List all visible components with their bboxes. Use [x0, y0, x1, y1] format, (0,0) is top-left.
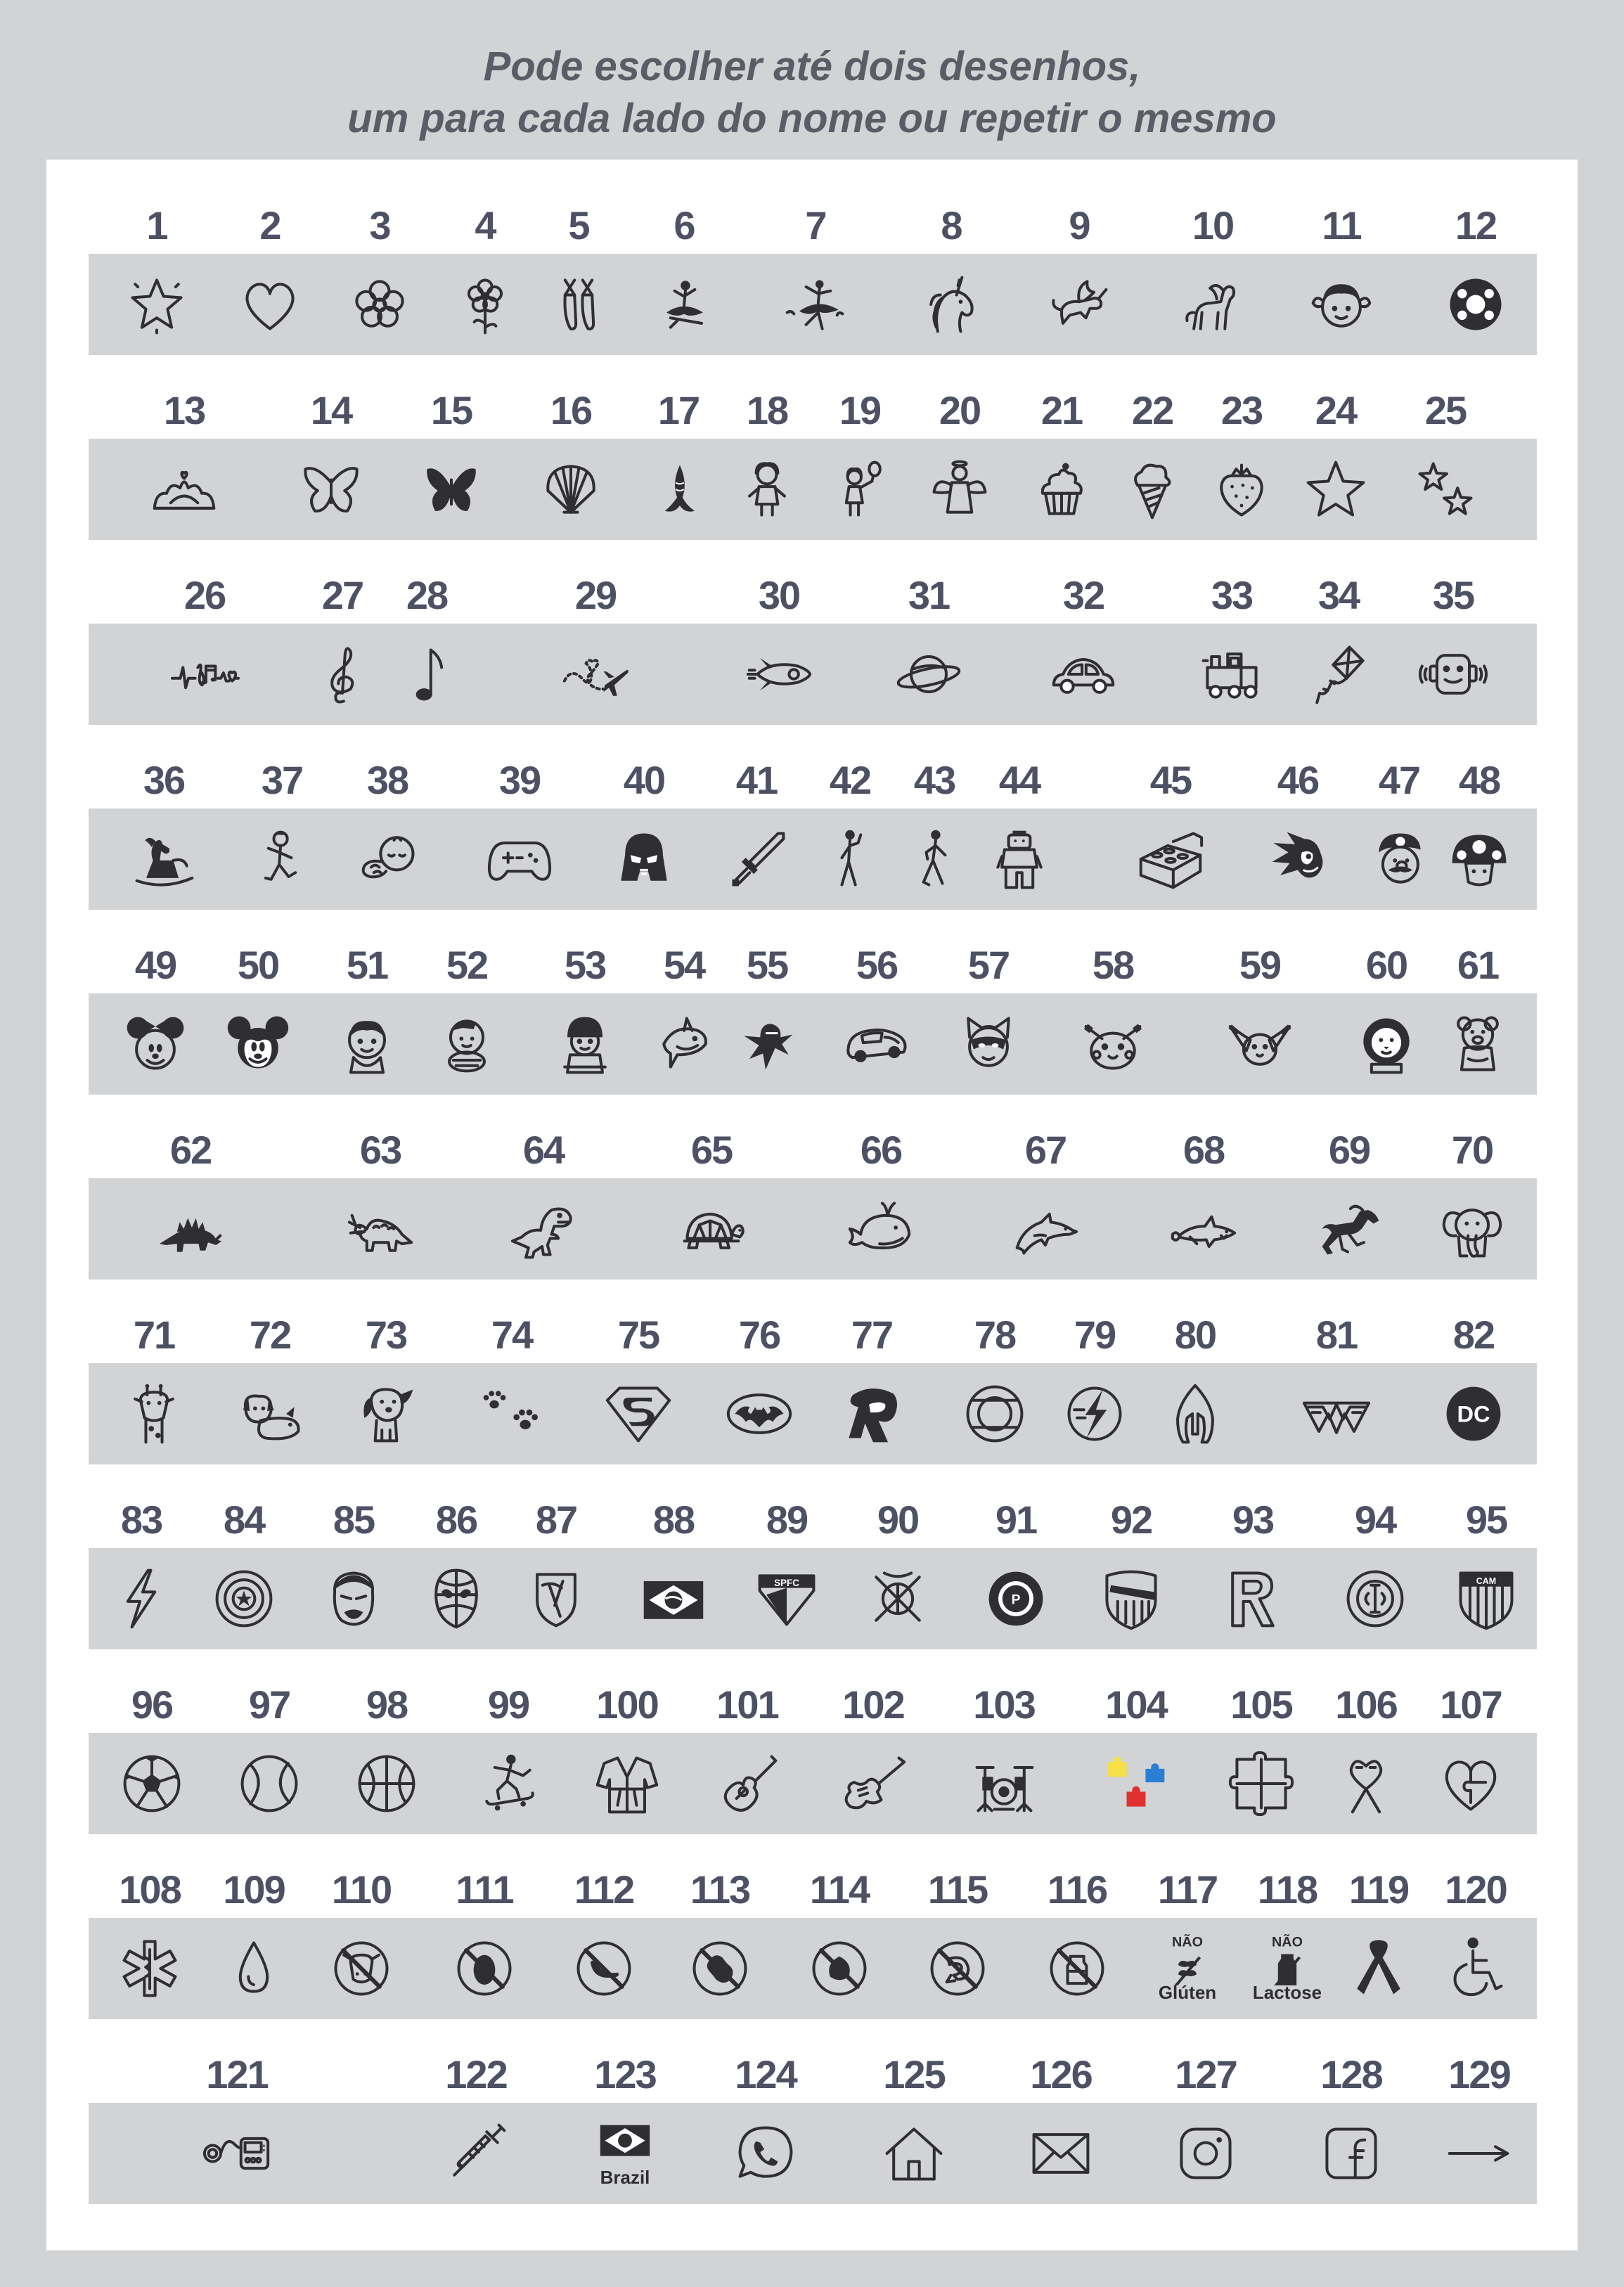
kimono-icon [588, 1736, 666, 1831]
option-number: 15 [430, 388, 472, 432]
ladybug-ball-icon [1437, 257, 1514, 352]
heading-line-2: um para cada lado do nome ou repetir o mesmo [347, 96, 1277, 141]
option-number: 27 [321, 573, 363, 617]
icon-top-text: NÃO [1272, 1934, 1303, 1950]
option-number: 68 [1182, 1128, 1225, 1172]
option-number: 129 [1448, 2052, 1510, 2096]
option-number: 31 [908, 573, 950, 617]
turtle-icon [645, 1181, 778, 1277]
puppies-icon [231, 1366, 309, 1462]
dog-icon [347, 1366, 425, 1462]
option-number: 92 [1110, 1497, 1152, 1542]
option-number: 9 [1069, 203, 1090, 247]
icon-caption: Brazil [600, 2167, 650, 2188]
pixel-sword-icon [718, 811, 795, 907]
option-number: 32 [1062, 573, 1104, 617]
corinthians-crest-icon [859, 1551, 936, 1647]
lego-minifigure-icon [981, 811, 1058, 907]
option-number: 112 [574, 1867, 634, 1912]
girl-face-icon [1303, 257, 1380, 352]
sparkle-star-icon [118, 257, 195, 352]
icon-caption: Glúten [1158, 1982, 1217, 2003]
vasco-crest-icon [517, 1551, 595, 1647]
page-heading [0, 41, 1624, 145]
boy-running-icon [243, 811, 321, 907]
no-peanut-icon [681, 1921, 759, 2016]
giraffe-icon [115, 1366, 193, 1462]
icon-row [46, 1846, 1578, 2030]
drum-kit-icon [965, 1736, 1043, 1831]
ninja-icon [728, 996, 806, 1092]
option-number: 16 [550, 388, 592, 432]
option-number: 115 [927, 1867, 988, 1912]
heading-line-1: Pode escolher até dois desenhos, [483, 44, 1141, 89]
catboy-icon [950, 996, 1027, 1092]
stegosaurus-icon [117, 1181, 264, 1277]
shark-icon [1137, 1181, 1270, 1277]
icon-row [46, 182, 1578, 366]
mickey-icon [219, 996, 297, 1092]
option-number: 28 [406, 573, 448, 617]
sleeping-baby-icon [349, 811, 426, 907]
option-number: 36 [143, 758, 185, 802]
icon-row [46, 922, 1578, 1106]
option-number: 80 [1174, 1313, 1216, 1357]
syringe-icon [437, 2106, 515, 2201]
batman-logo-icon [721, 1366, 798, 1462]
option-number: 89 [766, 1497, 808, 1542]
palmeiras-crest-icon [977, 1551, 1055, 1647]
butterfly-filled-icon [413, 442, 490, 537]
dancer-figure-icon [811, 811, 889, 907]
no-cow-icon [323, 1921, 400, 2016]
option-number: 43 [913, 758, 955, 802]
option-number: 41 [735, 758, 778, 802]
option-number: 116 [1047, 1867, 1107, 1912]
option-number: 123 [594, 2052, 656, 2096]
option-number: 29 [574, 573, 617, 617]
option-number: 45 [1149, 758, 1192, 802]
option-number: 49 [134, 943, 176, 987]
train-icon [1186, 626, 1277, 722]
unicorn-head-icon [913, 257, 990, 352]
flash-logo-icon [1056, 1366, 1133, 1462]
envelope-icon [1022, 2106, 1100, 2201]
girl-balloon-icon [821, 442, 898, 537]
svg-text:DC: DC [1457, 1400, 1490, 1427]
option-number: 54 [663, 943, 705, 987]
option-number: 51 [346, 943, 388, 987]
icon-row [46, 1107, 1578, 1291]
option-number: 62 [169, 1128, 212, 1172]
electric-guitar-icon [834, 1736, 912, 1831]
dolphin-icon [993, 1181, 1098, 1277]
option-number: 95 [1465, 1497, 1507, 1542]
green-lantern-icon [956, 1366, 1033, 1462]
tiara-icon [121, 442, 247, 537]
rocket-icon [723, 626, 835, 722]
option-number: 56 [856, 943, 898, 987]
no-gluten-icon [1149, 1921, 1226, 2016]
music-heartbeat-icon [110, 626, 299, 722]
option-number: 21 [1040, 388, 1083, 432]
no-nuts-icon [801, 1921, 878, 2016]
option-number: 106 [1335, 1682, 1397, 1727]
no-milk-icon [1038, 1921, 1116, 2016]
option-number: 18 [746, 388, 788, 432]
option-number: 17 [657, 388, 700, 432]
lion-icon [1348, 996, 1425, 1092]
option-number: 66 [860, 1128, 902, 1172]
option-number: 101 [716, 1682, 778, 1727]
option-number: 96 [131, 1682, 173, 1727]
option-number: 86 [435, 1497, 477, 1542]
option-number: 110 [331, 1867, 392, 1912]
atletico-crest-icon [1448, 1551, 1525, 1647]
brazil-flag-icon [635, 1551, 712, 1647]
option-number: 5 [568, 203, 589, 247]
blood-drop-icon [215, 1921, 292, 2016]
flower-stem-icon [446, 257, 524, 352]
awareness-ribbon-icon [1340, 1921, 1417, 2016]
option-number: 124 [735, 2052, 797, 2096]
option-number: 91 [995, 1497, 1037, 1542]
soccer-ball-icon [113, 1736, 191, 1831]
icon-row [46, 1661, 1578, 1845]
elephant-icon [1433, 1181, 1511, 1277]
option-number: 60 [1365, 943, 1407, 987]
option-number: 8 [941, 203, 962, 247]
aquaman-logo-icon [1156, 1366, 1234, 1462]
option-number: 61 [1457, 943, 1499, 987]
option-number: 42 [829, 758, 871, 802]
option-number: 88 [652, 1497, 695, 1542]
mario-icon [1360, 811, 1438, 907]
option-number: 117 [1157, 1867, 1218, 1912]
option-number: 22 [1131, 388, 1173, 432]
cupcake-icon [1023, 442, 1100, 537]
robot-head-icon [1414, 626, 1492, 722]
option-number: 2 [259, 203, 281, 247]
house-icon [875, 2106, 953, 2201]
whatsapp-icon [727, 2106, 804, 2201]
icon-row [46, 737, 1578, 921]
santos-crest-icon [1093, 1551, 1170, 1647]
robin-logo-icon [833, 1366, 910, 1462]
hulk-icon [315, 1551, 392, 1647]
option-number: 39 [498, 758, 541, 802]
option-number: 33 [1211, 573, 1253, 617]
option-number: 87 [535, 1497, 577, 1542]
planet-icon [876, 626, 981, 722]
icon-row [46, 1476, 1578, 1661]
option-number: 48 [1458, 758, 1500, 802]
option-number: 90 [877, 1497, 919, 1542]
tennis-ball-icon [231, 1736, 308, 1831]
option-number: 98 [366, 1682, 408, 1727]
option-number: 93 [1232, 1497, 1274, 1542]
two-stars-icon [1407, 442, 1484, 537]
ice-cream-cone-icon [1114, 442, 1191, 537]
kite-icon [1300, 626, 1377, 722]
option-number: 76 [738, 1313, 780, 1357]
svg-text:SPFC: SPFC [774, 1577, 799, 1588]
option-number: 127 [1175, 2052, 1237, 2096]
option-number: 128 [1320, 2052, 1382, 2096]
icon-row [46, 1291, 1578, 1476]
star-outline-icon [1297, 442, 1374, 537]
acoustic-guitar-icon [709, 1736, 786, 1831]
flower-outline-icon [341, 257, 418, 352]
option-number: 46 [1277, 758, 1319, 802]
option-number: 6 [674, 203, 695, 247]
option-number: 121 [206, 2052, 268, 2096]
horse-icon [1310, 1181, 1388, 1277]
option-number: 85 [333, 1497, 375, 1542]
option-number: 83 [120, 1497, 162, 1542]
option-number: 38 [366, 758, 408, 802]
internacional-crest-icon [1336, 1551, 1414, 1647]
seashell-icon [532, 442, 610, 537]
no-shrimp-icon [919, 1921, 996, 2016]
option-number: 120 [1445, 1867, 1507, 1912]
option-number: 82 [1452, 1313, 1495, 1357]
no-banana-icon [565, 1921, 643, 2016]
sonic-icon [1259, 811, 1336, 907]
mermaid-tail-icon [640, 442, 717, 537]
option-number: 113 [690, 1867, 750, 1912]
darth-vader-icon [605, 811, 683, 907]
option-number: 1 [146, 203, 167, 247]
arrow-right-icon [1441, 2106, 1518, 2201]
option-number: 74 [491, 1313, 533, 1357]
icon-caption: Lactose [1252, 1982, 1322, 2003]
option-number: 122 [445, 2052, 507, 2096]
option-number: 114 [809, 1867, 870, 1912]
option-number: 47 [1378, 758, 1420, 802]
option-number: 58 [1092, 943, 1134, 987]
option-number: 23 [1220, 388, 1263, 432]
instagram-icon [1167, 2106, 1244, 2201]
option-number: 109 [223, 1867, 285, 1912]
option-number: 14 [310, 388, 352, 432]
skateboarder-icon [470, 1736, 547, 1831]
teddy-bear-icon [1439, 996, 1516, 1092]
t-rex-icon [484, 1181, 603, 1277]
option-number: 37 [261, 758, 303, 802]
icon-row [46, 367, 1578, 551]
option-number: 40 [623, 758, 665, 802]
icon-row [46, 2031, 1578, 2215]
minnie-icon [117, 996, 194, 1092]
option-number: 97 [248, 1682, 290, 1727]
option-number: 118 [1257, 1867, 1317, 1912]
option-number: 20 [939, 388, 981, 432]
game-controller-icon [481, 811, 558, 907]
ballet-shoes-icon [540, 257, 617, 352]
icon-row-band [89, 993, 1537, 1095]
puzzle-ribbon-icon [1327, 1736, 1405, 1831]
pony-icon [1174, 257, 1251, 352]
option-number: 13 [163, 388, 205, 432]
strawberry-icon [1203, 442, 1280, 537]
wonder-woman-logo-icon [1266, 1366, 1407, 1462]
mushroom-icon [1441, 811, 1518, 907]
option-number: 4 [475, 203, 496, 247]
option-number: 104 [1105, 1682, 1167, 1727]
option-number: 53 [564, 943, 606, 987]
angel-icon [921, 442, 998, 537]
brazil-flag-label-icon [586, 2106, 664, 2201]
option-number: 73 [365, 1313, 407, 1357]
wheelchair-icon [1437, 1921, 1514, 2016]
no-egg-icon [446, 1921, 523, 2016]
option-number: 52 [446, 943, 488, 987]
airplane-path-icon [497, 626, 694, 722]
option-number: 63 [359, 1128, 401, 1172]
option-number: 55 [746, 943, 788, 987]
option-number: 125 [883, 2052, 945, 2096]
option-number: 12 [1455, 203, 1497, 247]
sitting-ballerina-icon [645, 257, 723, 352]
captain-shield-icon [205, 1551, 283, 1647]
option-number: 81 [1315, 1313, 1358, 1357]
dancing-ballerina-icon [763, 257, 868, 352]
option-number: 19 [839, 388, 881, 432]
option-number: 25 [1424, 388, 1467, 432]
cartoon-boy-icon [428, 996, 505, 1092]
svg-text:P: P [1011, 1592, 1021, 1608]
option-number: 72 [249, 1313, 291, 1357]
option-number: 99 [487, 1682, 529, 1727]
puzzle-heart-icon [1432, 1736, 1509, 1831]
option-number: 50 [237, 943, 279, 987]
no-lactose-icon [1249, 1921, 1326, 2016]
option-number: 26 [183, 573, 226, 617]
basketball-icon [348, 1736, 425, 1831]
option-number: 44 [998, 758, 1040, 802]
svg-text:CAM: CAM [1476, 1576, 1497, 1586]
option-number: 107 [1440, 1682, 1502, 1727]
paw-prints-icon [473, 1366, 550, 1462]
lego-bricks-icon [1121, 811, 1220, 907]
option-number: 111 [456, 1867, 513, 1912]
pikachu-icon [1074, 996, 1152, 1092]
dc-logo-icon [1435, 1366, 1512, 1462]
treble-clef-icon [304, 626, 381, 722]
option-number: 24 [1315, 388, 1357, 432]
dancer-figure-2-icon [896, 811, 973, 907]
spfc-crest-icon [748, 1551, 825, 1647]
option-number: 7 [805, 203, 826, 247]
option-number: 57 [967, 943, 1010, 987]
rocking-horse-icon [125, 811, 202, 907]
option-number: 34 [1317, 573, 1360, 617]
lightning-bolt-icon [103, 1551, 180, 1647]
option-number: 105 [1230, 1682, 1292, 1727]
superman-logo-icon [600, 1366, 677, 1462]
option-number: 100 [596, 1682, 658, 1727]
option-number: 59 [1239, 943, 1281, 987]
icon-row [46, 552, 1578, 736]
spider-man-icon [418, 1551, 495, 1647]
music-note-icon [388, 626, 465, 722]
option-number: 78 [974, 1313, 1016, 1357]
option-number: 71 [133, 1313, 175, 1357]
cartoon-girl-icon [328, 996, 406, 1092]
girl-doll-icon [728, 442, 806, 537]
option-number: 94 [1354, 1497, 1396, 1542]
flamengo-crest-icon [1214, 1551, 1291, 1647]
option-number: 102 [842, 1682, 904, 1727]
puzzle-pieces-color-icon [1097, 1736, 1175, 1831]
puzzle-outline-icon [1223, 1736, 1300, 1831]
option-number: 119 [1348, 1867, 1409, 1912]
medical-star-icon [111, 1921, 188, 2016]
eevee-icon [1221, 996, 1298, 1092]
option-number: 10 [1192, 203, 1234, 247]
option-number: 64 [522, 1128, 565, 1172]
option-number: 77 [851, 1313, 893, 1357]
flying-unicorn-icon [1033, 257, 1125, 352]
option-number: 70 [1451, 1128, 1493, 1172]
option-number: 35 [1432, 573, 1474, 617]
pocoyo-icon [546, 996, 624, 1092]
baby-shark-icon [645, 996, 723, 1092]
heart-icon [231, 257, 309, 352]
icon-top-text: NÃO [1172, 1934, 1203, 1950]
option-number: 11 [1322, 203, 1361, 247]
butterfly-outline-icon [292, 442, 370, 537]
option-number: 84 [223, 1497, 265, 1542]
option-number: 103 [973, 1682, 1035, 1727]
triceratops-icon [310, 1181, 451, 1277]
facebook-icon [1313, 2106, 1390, 2201]
option-number: 69 [1328, 1128, 1370, 1172]
whale-icon [814, 1181, 948, 1277]
option-number: 108 [119, 1867, 181, 1912]
option-number: 3 [369, 203, 390, 247]
option-number: 126 [1030, 2052, 1092, 2096]
option-number: 30 [758, 573, 800, 617]
option-number: 67 [1024, 1128, 1066, 1172]
beetle-car-icon [1024, 626, 1143, 722]
option-number: 79 [1074, 1313, 1116, 1357]
option-number: 65 [690, 1128, 733, 1172]
icon-catalog-card [46, 160, 1578, 2250]
insulin-pump-icon [121, 2106, 353, 2201]
option-number: 75 [617, 1313, 659, 1357]
race-car-icon [838, 996, 915, 1092]
